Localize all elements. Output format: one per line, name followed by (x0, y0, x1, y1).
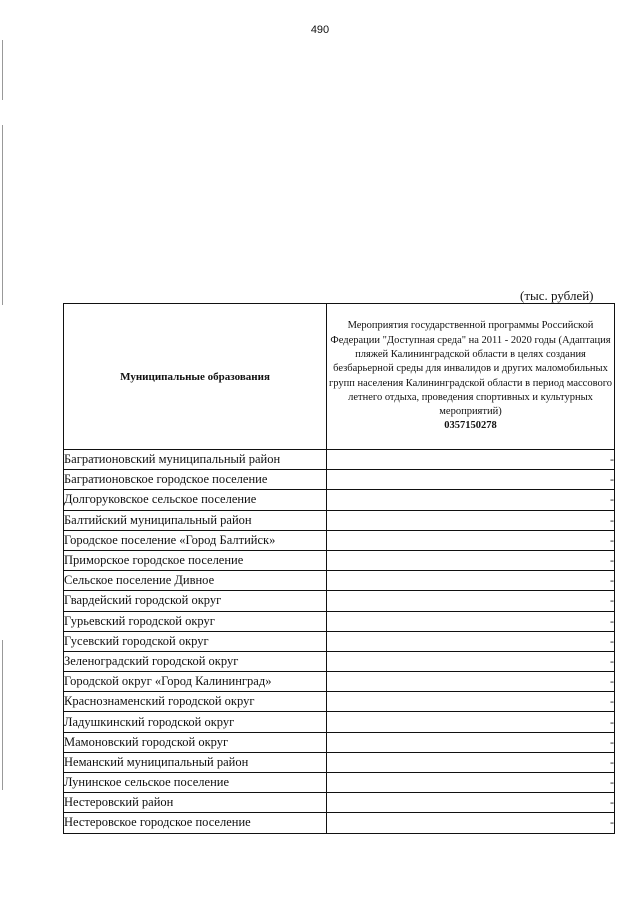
municipality-name: Гурьевский городской округ (64, 611, 327, 631)
municipality-name: Городское поселение «Город Балтийск» (64, 530, 327, 550)
header-event-text: Мероприятия государственной программы Российской Федерации "Доступная среда" на 2011 - 2020 годы (Адаптация пляжей Калининградской области в целях создания безбарьерной среды для инвалидов и других маломобильных групп населения Калининградской области в период массового летнего отдыха, проведения спортивных и культурных мероприятий) (328, 320, 613, 418)
table-row (64, 571, 615, 591)
municipality-name: Балтийский муниципальный район (64, 510, 327, 530)
table-row (64, 793, 615, 813)
municipality-name: Неманский муниципальный район (64, 752, 327, 772)
municipality-name: Багратионовское городское поселение (64, 470, 327, 490)
municipality-name: Гвардейский городской округ (64, 591, 327, 611)
table-header-row (64, 304, 615, 450)
table-row (64, 672, 615, 692)
amount-cell: - (327, 773, 615, 793)
amount-cell: - (327, 813, 615, 833)
municipality-name: Долгоруковское сельское поселение (64, 490, 327, 510)
table-row (64, 530, 615, 550)
table-row (64, 490, 615, 510)
scan-margin-mark (2, 40, 3, 100)
header-event-code: 0357150278 (444, 420, 497, 432)
amount-cell: - (327, 793, 615, 813)
header-event (327, 304, 615, 450)
amount-cell: - (327, 732, 615, 752)
amount-cell: - (327, 712, 615, 732)
table-body (64, 450, 615, 834)
table-row (64, 813, 615, 833)
budget-table (63, 303, 615, 834)
table-row (64, 692, 615, 712)
table-row (64, 591, 615, 611)
amount-cell: - (327, 470, 615, 490)
amount-cell: - (327, 550, 615, 570)
header-municipality: Муниципальные образования (64, 304, 327, 450)
amount-cell: - (327, 510, 615, 530)
page-number: 490 (310, 24, 330, 36)
municipality-name: Нестеровское городское поселение (64, 813, 327, 833)
municipality-name: Краснознаменский городской округ (64, 692, 327, 712)
municipality-name: Багратионовский муниципальный район (64, 450, 327, 470)
table-row (64, 611, 615, 631)
units-label: (тыс. рублей) (520, 288, 594, 303)
municipality-name: Нестеровский район (64, 793, 327, 813)
municipality-name: Городской округ «Город Калининград» (64, 672, 327, 692)
amount-cell: - (327, 490, 615, 510)
amount-cell: - (327, 651, 615, 671)
amount-cell: - (327, 692, 615, 712)
table-row (64, 550, 615, 570)
table-row (64, 651, 615, 671)
municipality-name: Зеленоградский городской округ (64, 651, 327, 671)
amount-cell: - (327, 672, 615, 692)
table-row (64, 631, 615, 651)
table-row (64, 732, 615, 752)
amount-cell: - (327, 631, 615, 651)
table-row (64, 773, 615, 793)
table-row (64, 450, 615, 470)
municipality-name: Сельское поселение Дивное (64, 571, 327, 591)
municipality-name: Мамоновский городской округ (64, 732, 327, 752)
table-row (64, 470, 615, 490)
scan-margin-mark (2, 125, 3, 305)
municipality-name: Ладушкинский городской округ (64, 712, 327, 732)
scan-margin-mark (2, 640, 3, 790)
table-row (64, 712, 615, 732)
table-row (64, 752, 615, 772)
amount-cell: - (327, 530, 615, 550)
municipality-name: Лунинское сельское поселение (64, 773, 327, 793)
amount-cell: - (327, 450, 615, 470)
amount-cell: - (327, 752, 615, 772)
municipality-name: Гусевский городской округ (64, 631, 327, 651)
amount-cell: - (327, 571, 615, 591)
table-row (64, 510, 615, 530)
amount-cell: - (327, 591, 615, 611)
amount-cell: - (327, 611, 615, 631)
municipality-name: Приморское городское поселение (64, 550, 327, 570)
